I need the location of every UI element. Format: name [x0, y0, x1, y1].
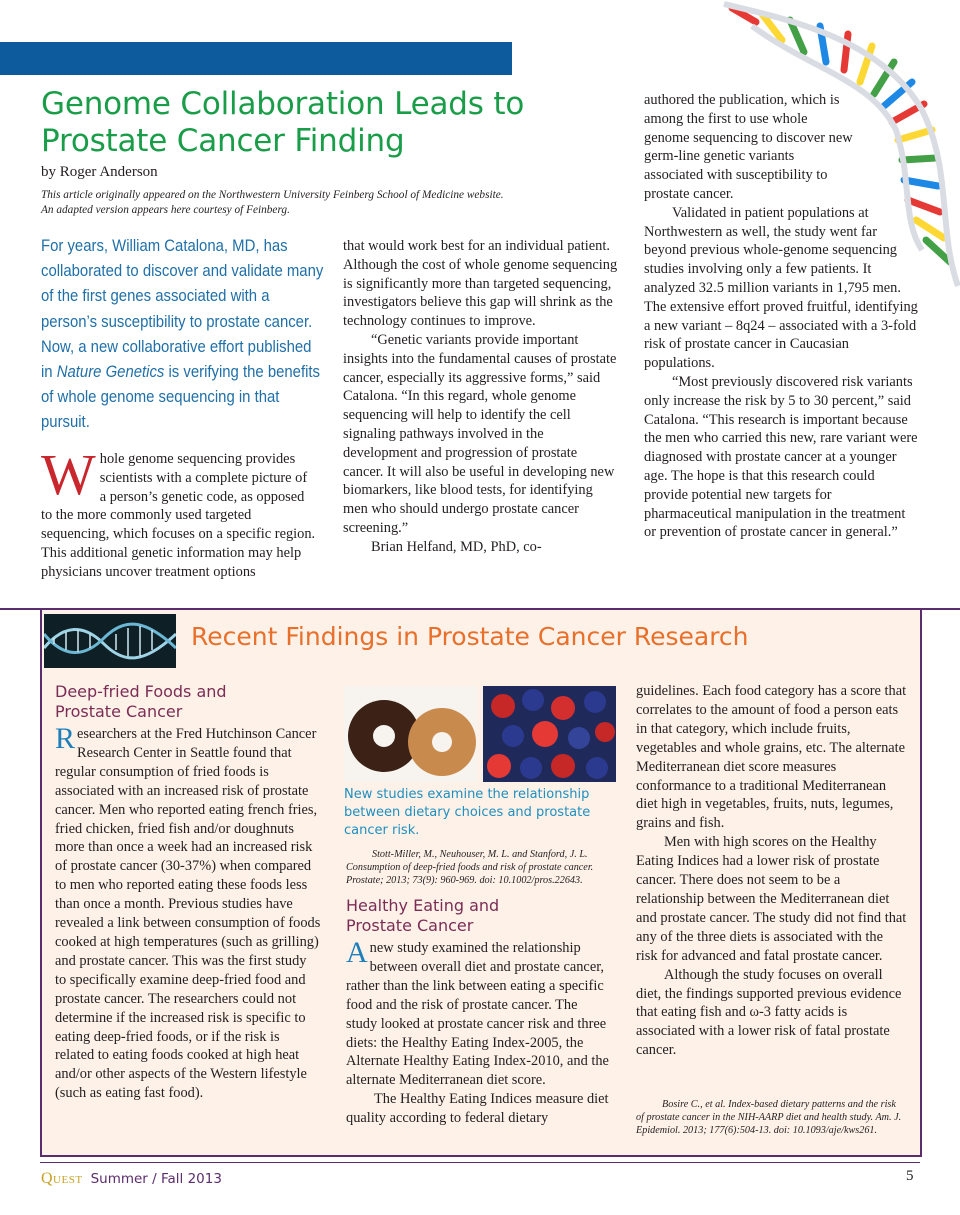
berries-image: [483, 686, 616, 782]
fried-foods-paragraph: [55, 722, 321, 1103]
source-note-line-1: This article originally appeared on the Northwestern University Feinberg School of Medicine website.: [41, 189, 504, 201]
dna-thumbnail-image: [44, 614, 176, 668]
donut-photo: [344, 686, 477, 782]
sidebar-column-3: [636, 682, 908, 1060]
fried-foods-heading: Deep-fried Foods and Prostate Cancer: [55, 682, 227, 721]
column-3-paragraph-2: Validated in patient populations at Northwestern as well, the study went far beyond previous whole-genome sequencing studies involving only a few patients. It analyzed 32.5 million variants in 1,795 men. The extensive effort proved fruitful, identifying a new variant – 8q24 – associated with a 3-fold risk of prostate cancer in Caucasian populations.: [644, 204, 918, 372]
article-title: Genome Collaboration Leads to Prostate Cancer Finding: [41, 86, 525, 159]
column-2-paragraph-3: Brian Helfand, MD, PhD, co-: [371, 538, 542, 555]
dna-thumbnail-icon: [44, 614, 176, 668]
sidebar-column-1: [55, 722, 321, 1103]
column-3-paragraph-3: “Most previously discovered risk variants only increase the risk by 5 to 30 percent,” said Catalona. “This research is important because the men who carried this new, rare variant were diagnosed with prostate cancer at a younger age. The hope is that this research could provide potential new targets for pharmaceutical manipulation in the treatment or prevention of prostate cancer in general.”: [644, 373, 918, 541]
issue-label: Summer / Fall 2013: [90, 1171, 222, 1187]
healthy-eating-paragraph-1: [346, 936, 612, 1090]
sidebar-col3-paragraph-1: guidelines. Each food category has a score that correlates to the amount of food a person eats in that category, which include fruits, vegetables and whole grains, etc. The alternate Mediterranean diet score measures conformance to a traditional Mediterranean diet high in vegetables, fruits, nuts, legumes, grains and fish.: [636, 683, 907, 832]
drop-cap: A: [346, 936, 368, 969]
photo-caption: New studies examine the relationship between dietary choices and prostate cancer risk.: [344, 787, 591, 838]
page-number: 5: [906, 1168, 914, 1184]
intro-paragraph: [41, 234, 326, 436]
intro-text-1: For years, William Catalona, MD, has collaborated to discover and validate many of the first genes associated with a person’s susceptibility to prostate cancer. Now, a new collaborative effort published in: [41, 237, 324, 382]
drop-cap: R: [55, 722, 76, 755]
donut-image: [344, 686, 477, 782]
healthy-eating-paragraph-2: The Healthy Eating Indices measure diet quality according to federal dietary: [346, 1091, 609, 1127]
article-column-2: [343, 237, 618, 557]
magazine-logo: Quest: [41, 1170, 83, 1187]
journal-name: Nature Genetics: [56, 363, 165, 382]
sidebar-col3-paragraph-3: Although the study focuses on overall diet, the findings supported previous evidence that eating fish and ω-3 fatty acids is associated with a lower risk of fatal prostate cancer.: [636, 966, 902, 1059]
column-2-paragraph-2: “Genetic variants provide important insights into the fundamental causes of prostate cancer, especially its aggressive forms,” said Catalona. “In this regard, whole genome sequencing will help to identify the cell signaling pathways involved in the development and progression of prostate cancer. It will also be useful in developing new biomarkers, like blood tests, for identifying men who should undergo prostate cancer screening.”: [343, 331, 617, 536]
sidebar-column-2: [346, 936, 612, 1128]
article-column-3: [644, 91, 920, 542]
source-note: [41, 188, 581, 218]
column-1-paragraph: [41, 442, 316, 582]
intro-text-2: is verifying the benefits of whole genome sequencing in that pursuit.: [41, 363, 320, 432]
header-color-bar: [0, 42, 512, 75]
sidebar-title: Recent Findings in Prostate Cancer Research: [191, 622, 749, 651]
source-note-line-2: An adapted version appears here courtesy of Feinberg.: [41, 204, 290, 216]
footer: [41, 1170, 222, 1188]
berries-photo: [483, 686, 616, 782]
byline: by Roger Anderson: [41, 164, 158, 180]
sidebar-col3-paragraph-2: Men with high scores on the Healthy Eating Indices had a lower risk of prostate cancer. There does not seem to be a relationship between the Mediterranean diet and prostate cancer. The study did not find that any of the three diets is associated with the risk for advanced and fatal prostate cancer.: [636, 834, 907, 964]
column-2-paragraph-1: that would work best for an individual patient. Although the cost of whole genome sequencing is significantly more than targeted sequencing, investigators believe this gap will shrink as the technology continues to improve.: [343, 238, 618, 330]
drop-cap: W: [41, 442, 96, 507]
column-1-text: hole genome sequencing provides scientists with a complete picture of a person’s genetic code, as opposed to the more commonly used targeted sequencing, which focuses on a specific region. This additional genetic information may help physicians uncover treatment options: [41, 451, 316, 580]
citation-1: Stott-Miller, M., Neuhouser, M. L. and Stanford, J. L. Consumption of deep-fried foods and risk of prostate cancer. Prostate; 2013; 73(9): 960-969. doi: 10.1002/pros.22643.: [346, 849, 594, 886]
column-3-paragraph-1: authored the publication, which is among the first to use whole genome sequencing to discover new germ-line genetic variants associated with susceptibility to prostate cancer.: [644, 92, 853, 202]
healthy-eating-text: new study examined the relationship between overall diet and prostate cancer, rather than the link between eating a specific food and the risk of prostate cancer. The study looked at prostate cancer risk and three diets: the Healthy Eating Index-2005, the Alternate Healthy Eating Index-2010, and the alternate Mediterranean diet score.: [346, 940, 609, 1089]
footer-divider: [40, 1162, 920, 1163]
healthy-eating-heading: Healthy Eating and Prostate Cancer: [346, 896, 500, 935]
fried-foods-text: esearchers at the Fred Hutchinson Cancer Research Center in Seattle found that regular consumption of fried foods is associated with an increased risk of prostate cancer. Men who reported eating french fries, fried chicken, fried fish and/or doughnuts more than once a week had an increased risk of prostate cancer (30-37%) when compared to men who reported eating these foods less than once a month. Previous studies have revealed a link between consumption of foods cooked at high temperatures (such as grilling) and prostate cancer. This was the first study to specifically examine deep-fried food and prostate cancer. The researchers could not determine if the increased risk is specific to eating deep-fried foods, or if the risk is related to eating foods cooked at high heat and/or other aspects of the Western lifestyle (such as eating fast food).: [55, 726, 321, 1102]
article-column-1: [41, 442, 316, 582]
citation-2: Bosire C., et al. Index-based dietary patterns and the risk of prostate cancer in the NIH-AARP diet and health study. Am. J. Epidemiol. 2013; 177(6):504-13. doi: 10.1093/aje/kws261.: [636, 1099, 902, 1136]
